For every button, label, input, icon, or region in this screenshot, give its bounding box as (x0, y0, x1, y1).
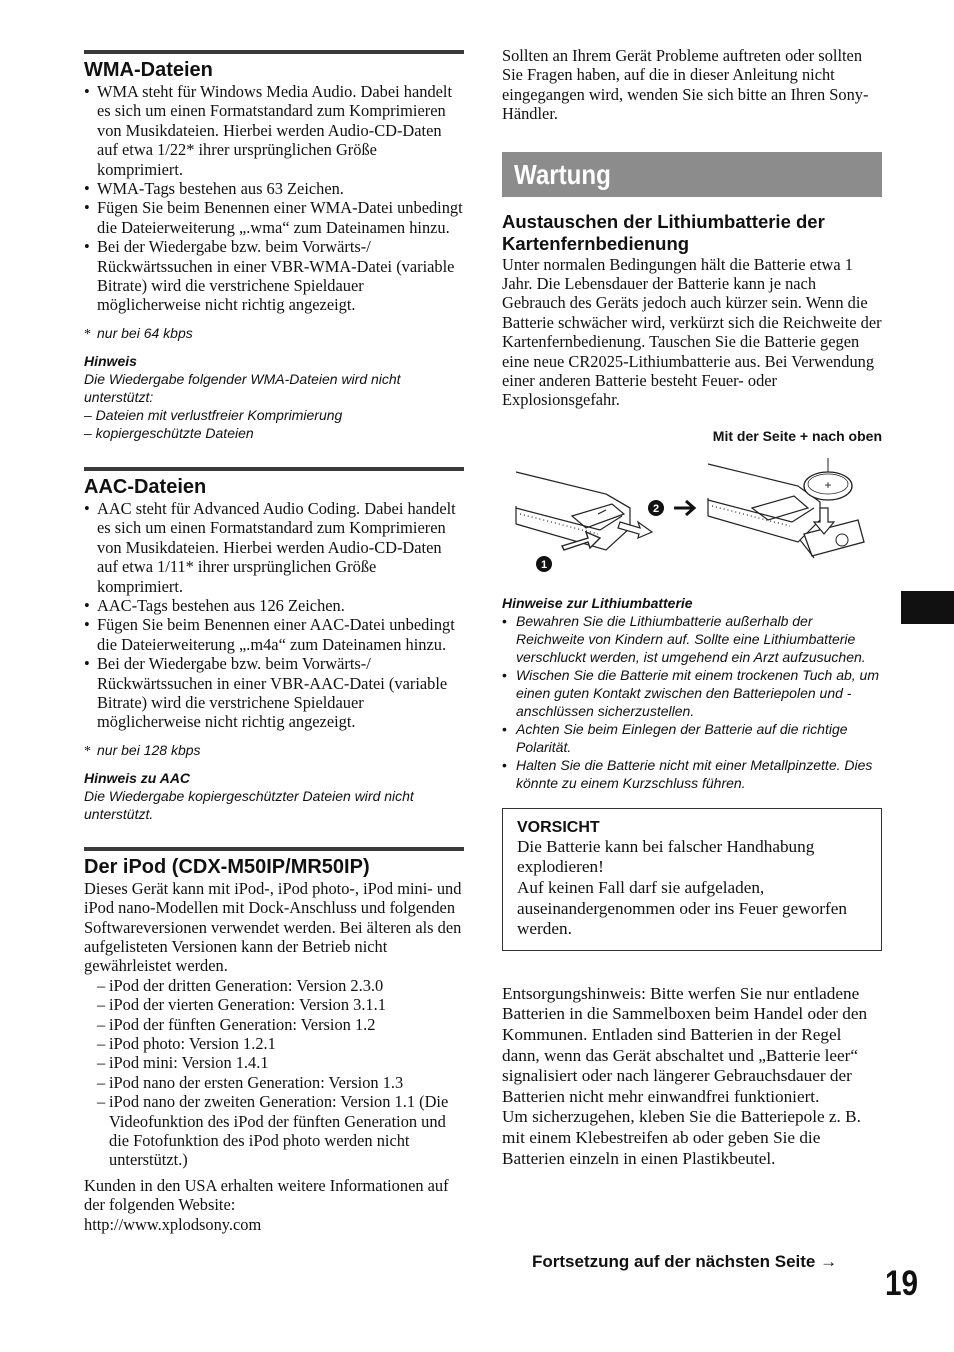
ipod-version: iPod der vierten Generation: Version 3.1.1 (109, 995, 386, 1015)
ipod-version: iPod nano der ersten Generation: Version 1.3 (109, 1072, 404, 1092)
battery-coin-drawing (804, 458, 852, 500)
wma-footnote-text: nur bei 64 kbps (97, 324, 193, 341)
battery-note: Bewahren Sie die Lithiumbatterie außerhalb der Reichweite von Kindern auf. Sollte eine Lithiumbatterie verschluckt werden, ist umgehend ein Arzt aufzusuchen. (516, 612, 866, 665)
step-2-label: 2 (652, 502, 660, 515)
battery-note: Halten Sie die Batterie nicht mit einer Metallpinzette. Dies könnte zu einem Kurzschluss führen. (516, 756, 873, 791)
ipod-usa-text: Kunden in den USA erhalten weitere Informationen auf der folgenden Website: (84, 1175, 449, 1215)
step-1-marker (536, 556, 552, 572)
remote-right-drawing (708, 464, 820, 542)
left-column (84, 50, 464, 1234)
battery-notes-list (502, 612, 882, 792)
wma-bullet-list (84, 82, 464, 315)
disposal-text (502, 984, 882, 1169)
right-column (502, 46, 882, 1169)
list-item: • Bei der Wiedergabe bzw. beim Vorwärts-/ Rückwärtssuchen in einer VBR-AAC-Datei (variable Bitrate) wird die verstrichene Spieldauer möglicherweise nicht richtig angezeigt. (84, 654, 448, 732)
ipod-intro: Dieses Gerät kann mit iPod-, iPod photo-, iPod mini- und iPod nano-Modellen mit Dock-Anschluss und folgenden Softwareversionen verwendet werden. Bei älteren als den aufgelisteten Versionen kann der Betrieb nicht gewährleistet werden. (84, 878, 462, 976)
ipod-section (84, 847, 464, 1234)
list-item: • Wischen Sie die Batterie mit einem trockenen Tuch ab, um einen guten Kontakt zwischen den Batteriepolen und -anschlüssen sicherzustellen. (502, 666, 880, 719)
list-item: • Bewahren Sie die Lithiumbatterie außerhalb der Reichweite von Kindern auf. Sollte eine Lithiumbatterie verschluckt werden, ist umgehend ein Arzt aufzusuchen. (502, 612, 866, 665)
wma-bullet-text: Fügen Sie beim Benennen einer WMA-Datei unbedingt die Dateierweiterung „.wma“ zum Dateinamen hinzu. (97, 198, 463, 237)
list-item: • AAC steht für Advanced Audio Coding. Dabei handelt es sich um einen Formatstandard zum Komprimieren von Musikdateien. Hierbei werden Audio-CD-Daten auf etwa 1/11* ihrer ursprünglichen Größe komprimiert. (84, 498, 456, 596)
wma-note-line: – Dateien mit verlustfreier Komprimierung (84, 406, 343, 423)
right-arrow-icon (674, 501, 694, 515)
ipod-url-link[interactable]: http://www.xplodsony.com (84, 1214, 262, 1234)
wma-note-line: Die Wiedergabe folgender WMA-Dateien wird nicht unterstützt: (84, 370, 401, 405)
list-item: – iPod der vierten Generation: Version 3.1.1 (97, 995, 386, 1015)
continue-note (532, 1252, 837, 1272)
ipod-version-list (84, 976, 464, 1170)
list-item: – iPod nano der zweiten Generation: Version 1.1 (Die Videofunktion des iPod der fünften Generation und die Fotofunktion des iPod photo werden nicht unterstützt.) (97, 1092, 449, 1170)
section-rule (84, 50, 464, 54)
ipod-version: iPod der dritten Generation: Version 2.3.0 (109, 975, 384, 995)
list-item: – iPod nano der ersten Generation: Version 1.3 (97, 1072, 404, 1092)
caution-line: Auf keinen Fall darf sie aufgeladen, auseinandergenommen oder ins Feuer geworfen werden. (517, 878, 847, 939)
list-item: • Bei der Wiedergabe bzw. beim Vorwärts-/ Rückwärtssuchen in einer VBR-WMA-Datei (variable Bitrate) wird die verstrichene Spieldauer möglicherweise nicht richtig angezeigt. (84, 237, 455, 315)
svg-text:+: + (824, 477, 832, 492)
page-number: 19 (885, 1264, 919, 1303)
wartung-banner (502, 152, 882, 197)
list-item: – iPod der dritten Generation: Version 2.3.0 (97, 975, 384, 995)
figure-caption: Mit der Seite + nach oben (712, 427, 882, 444)
wma-section-title: WMA-Dateien (84, 59, 213, 81)
list-item: • Halten Sie die Batterie nicht mit einer Metallpinzette. Dies könnte zu einem Kurzschluss führen. (502, 756, 873, 791)
caution-line: Die Batterie kann bei falscher Handhabung explodieren! (517, 836, 815, 877)
aac-bullet-text: Bei der Wiedergabe bzw. beim Vorwärts-/ Rückwärtssuchen in einer VBR-AAC-Datei (variable Bitrate) wird die verstrichene Spieldauer möglicherweise nicht richtig angezeigt. (97, 654, 448, 732)
battery-holder-drawing (800, 508, 864, 558)
ipod-section-title: Der iPod (CDX-M50IP/MR50IP) (84, 855, 370, 878)
list-item: • Fügen Sie beim Benennen einer AAC-Datei unbedingt die Dateierweiterung „.m4a“ zum Dateinamen hinzu. (84, 615, 455, 654)
aac-bullet-text: AAC steht für Advanced Audio Coding. Dabei handelt es sich um einen Formatstandard zum Komprimieren von Musikdateien. Hierbei werden Audio-CD-Daten auf etwa 1/11* ihrer ursprünglichen Größe komprimiert. (97, 498, 456, 596)
remote-left-drawing (516, 472, 630, 550)
wma-footnote: * nur bei 64 kbps (84, 324, 193, 342)
ipod-version: iPod nano der zweiten Generation: Version 1.1 (Die Videofunktion des iPod der fünften Generation und die Fotofunktion des iPod photo werden nicht unterstützt.) (109, 1092, 449, 1170)
ipod-version: iPod der fünften Generation: Version 1.2 (109, 1014, 376, 1034)
wma-note-title: Hinweis (84, 352, 137, 369)
step-1-label: 1 (540, 558, 548, 571)
section-rule (84, 847, 464, 851)
support-intro: Sollten an Ihrem Gerät Probleme auftreten oder sollten Sie Fragen haben, auf die in dieser Anleitung nicht eingegangen wird, wenden Sie sich bitte an Ihren Sony-Händler. (502, 46, 869, 124)
step-2-marker (648, 500, 664, 516)
continue-text: Fortsetzung auf der nächsten Seite (532, 1252, 816, 1271)
list-item: • WMA steht für Windows Media Audio. Dabei handelt es sich um einen Formatstandard zum Komprimieren von Musikdateien. Hierbei werden Audio-CD-Daten auf etwa 1/22* ihrer ursprünglichen Größe komprimiert. (84, 82, 453, 179)
battery-note: Wischen Sie die Batterie mit einem trockenen Tuch ab, um einen guten Kontakt zwischen den Batteriepolen und -anschlüssen sicherzustellen. (516, 666, 880, 719)
aac-section (84, 467, 464, 823)
aac-note-text: Die Wiedergabe kopiergeschützter Dateien wird nicht unterstützt. (84, 787, 414, 822)
aac-footnote-text: nur bei 128 kbps (97, 741, 201, 758)
aac-section-title: AAC-Dateien (84, 475, 207, 498)
list-item: – iPod photo: Version 1.2.1 (97, 1034, 276, 1053)
wma-bullet-text: WMA steht für Windows Media Audio. Dabei handelt es sich um einen Formatstandard zum Komprimieren von Musikdateien. Hierbei werden Audio-CD-Daten auf etwa 1/22* ihrer ursprünglichen Größe komprimiert. (97, 82, 453, 179)
wma-note-line: – kopiergeschützte Dateien (84, 424, 254, 441)
list-item: • Achten Sie beim Einlegen der Batterie auf die richtige Polarität. (502, 720, 848, 755)
list-item: • WMA-Tags bestehen aus 63 Zeichen. (84, 179, 344, 199)
section-rule (84, 467, 464, 471)
aac-bullet-text: AAC-Tags bestehen aus 126 Zeichen. (97, 595, 345, 615)
ipod-version: iPod mini: Version 1.4.1 (109, 1053, 269, 1073)
caution-box (502, 808, 882, 951)
list-item: • Fügen Sie beim Benennen einer WMA-Datei unbedingt die Dateierweiterung „.wma“ zum Dateinamen hinzu. (84, 198, 463, 237)
list-item: – iPod mini: Version 1.4.1 (97, 1053, 269, 1073)
battery-body: Unter normalen Bedingungen hält die Batterie etwa 1 Jahr. Die Lebensdauer der Batterie kann je nach Gebrauch des Geräts jedoch auch kürzer sein. Wenn die Batterie schwächer wird, verkürzt sich die Reichweite der Kartenfernbedienung. Tauschen Sie die Batterie gegen eine neue CR2025-Lithiumbatterie aus. Bei Verwendung einer anderen Batterie besteht Feuer- oder Explosionsgefahr. (502, 254, 882, 410)
caution-title: VORSICHT (517, 818, 600, 836)
page-edge-tab (901, 591, 954, 624)
battery-note: Achten Sie beim Einlegen der Batterie auf die richtige Polarität. (516, 720, 848, 755)
wma-bullet-text: WMA-Tags bestehen aus 63 Zeichen. (97, 179, 344, 199)
wma-section (84, 50, 464, 442)
right-arrow-icon: → (820, 1252, 838, 1271)
aac-bullet-text: Fügen Sie beim Benennen einer AAC-Datei unbedingt die Dateierweiterung „.m4a“ zum Dateinamen hinzu. (97, 615, 455, 654)
ipod-version: iPod photo: Version 1.2.1 (109, 1034, 276, 1053)
list-item: • AAC-Tags bestehen aus 126 Zeichen. (84, 595, 345, 615)
disposal-paragraph: Um sicherzugehen, kleben Sie die Batteriepole z. B. mit einem Klebestreifen ab oder geben Sie die Batterien einzeln in einen Plastikbeutel. (502, 1107, 861, 1168)
aac-note-title: Hinweis zu AAC (84, 769, 191, 786)
wma-bullet-text: Bei der Wiedergabe bzw. beim Vorwärts-/ Rückwärtssuchen in einer VBR-WMA-Datei (variable Bitrate) wird die verstrichene Spieldauer möglicherweise nicht richtig angezeigt. (97, 237, 455, 315)
aac-bullet-list (84, 499, 464, 732)
disposal-paragraph: Entsorgungshinweis: Bitte werfen Sie nur entladene Batterien in die Sammelboxen beim Handel oder den Kommunen. Entladen sind Batterien in der Regel dann, wenn das Gerät abschaltet und „Batterie leer“ signalisiert oder nach längerer Gebrauchsdauer der Batterien nicht mehr einwandfrei funktioniert. (502, 983, 868, 1106)
battery-notes-title: Hinweise zur Lithiumbatterie (502, 594, 693, 611)
aac-footnote: * nur bei 128 kbps (84, 741, 201, 759)
battery-subtitle: Austauschen der Lithiumbatterie der Kartenfernbedienung (502, 210, 825, 254)
list-item: – iPod der fünften Generation: Version 1.2 (97, 1014, 376, 1034)
battery-replacement-figure (502, 446, 882, 586)
wartung-banner-title: Wartung (514, 158, 611, 190)
